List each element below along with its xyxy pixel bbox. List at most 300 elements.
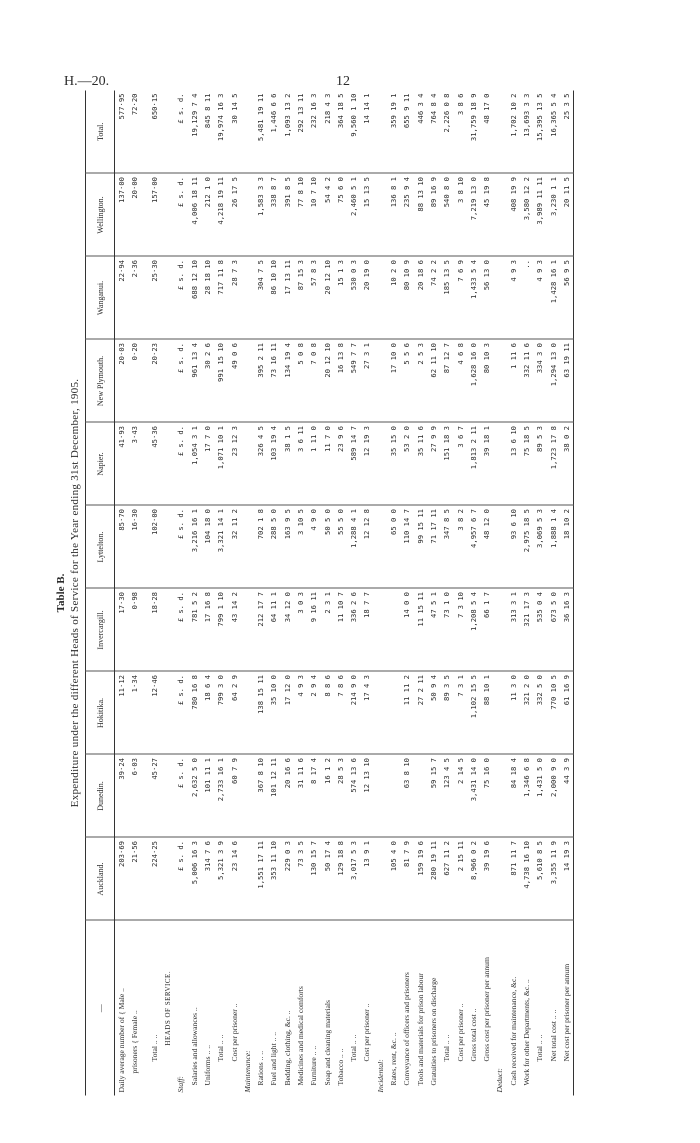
table-cell: 10 7 10 xyxy=(307,174,320,257)
table-cell: £ s. d. xyxy=(174,340,187,423)
column-header: New Plymouth. xyxy=(86,340,115,423)
table-row xyxy=(214,91,227,1096)
rotated-table-block xyxy=(55,91,645,1096)
table-cell: 185 13 5 xyxy=(440,257,453,340)
table-cell: 32 11 2 xyxy=(227,506,240,589)
table-cell: 159 19 6 xyxy=(414,838,427,921)
table-cell: 11 3 0 xyxy=(507,672,520,755)
table-cell: 54 4 2 xyxy=(320,174,333,257)
table-cell: 16·30 xyxy=(128,506,141,589)
table-row xyxy=(347,91,360,1096)
table-row xyxy=(187,91,200,1096)
table-cell: 71 17 11 xyxy=(427,506,440,589)
table-cell: 17 13 11 xyxy=(281,257,294,340)
table-cell: 1,702 10 2 xyxy=(507,91,520,174)
table-cell: 314 7 6 xyxy=(201,838,214,921)
table-cell: 75 6 0 xyxy=(334,174,347,257)
table-cell: 138 15 11 xyxy=(254,672,267,755)
table-cell: 8 17 4 xyxy=(307,755,320,838)
row-label: Incidental: xyxy=(375,1059,385,1093)
table-cell: 1,813 2 11 xyxy=(467,423,480,506)
table-cell: 12·46 xyxy=(148,672,161,755)
table-cell xyxy=(161,91,174,174)
row-label: Rations .. .. xyxy=(256,1050,266,1086)
row-label: Staff: xyxy=(176,1076,186,1093)
table-cell: 232 16 3 xyxy=(307,91,320,174)
table-cell: 2,975 18 5 xyxy=(520,506,533,589)
table-row xyxy=(360,91,373,1096)
table-cell: 9,560 1 10 xyxy=(347,91,360,174)
table-cell xyxy=(241,340,254,423)
table-cell xyxy=(493,91,506,174)
table-cell: 364 18 5 xyxy=(334,91,347,174)
table-cell xyxy=(414,755,427,838)
table-cell xyxy=(374,340,387,423)
table-cell: 64 11 1 xyxy=(267,589,280,672)
table-cell: 17 7 0 xyxy=(201,423,214,506)
column-header: Napier. xyxy=(86,423,115,506)
table-cell: 280 19 11 xyxy=(427,838,440,921)
table-row xyxy=(115,91,129,1096)
table-cell: 4 9 3 xyxy=(533,257,546,340)
table-cell: 99 15 11 xyxy=(414,506,427,589)
table-cell: 781 5 2 xyxy=(187,589,200,672)
table-cell: 338 8 7 xyxy=(267,174,280,257)
table-cell: 1,428 16 1 xyxy=(547,257,560,340)
table-cell: 65 0 0 xyxy=(387,506,400,589)
table-cell: 30 14 5 xyxy=(227,91,240,174)
table-cell xyxy=(493,838,506,921)
table-cell: 45·27 xyxy=(148,755,161,838)
table-cell: 19,974 16 3 xyxy=(214,91,227,174)
table-cell: 540 8 0 xyxy=(440,174,453,257)
table-cell: 203·69 xyxy=(115,838,129,921)
table-cell: 34 12 0 xyxy=(281,589,294,672)
table-cell: 101 11 1 xyxy=(201,755,214,838)
table-row xyxy=(254,91,267,1096)
table-cell: 50 9 4 xyxy=(427,672,440,755)
column-header: Total. xyxy=(86,91,115,174)
table-cell xyxy=(493,506,506,589)
table-row xyxy=(560,91,574,1096)
table-cell: 28 18 10 xyxy=(201,257,214,340)
row-label: Daily average number of { Male .. xyxy=(117,988,127,1093)
table-cell: 332 11 6 xyxy=(520,340,533,423)
table-cell: 81 7 9 xyxy=(400,838,413,921)
table-cell: 395 2 11 xyxy=(254,340,267,423)
row-label: Total .. .. xyxy=(349,1034,359,1062)
table-cell xyxy=(241,838,254,921)
table-row xyxy=(227,91,240,1096)
table-row xyxy=(467,91,480,1096)
table-cell xyxy=(161,340,174,423)
table-cell: 136 8 1 xyxy=(387,174,400,257)
table-cell: 13 6 10 xyxy=(507,423,520,506)
table-cell: 73 16 11 xyxy=(267,340,280,423)
table-cell: 88 10 1 xyxy=(480,672,493,755)
table-row xyxy=(201,91,214,1096)
column-header: Auckland. xyxy=(86,838,115,921)
row-label: Total .. .. xyxy=(442,1034,452,1062)
table-cell: 214 9 0 xyxy=(347,672,360,755)
table-cell: 577·95 xyxy=(115,91,129,174)
table-cell: 3,355 11 9 xyxy=(547,838,560,921)
table-cell: 21·56 xyxy=(128,838,141,921)
table-row xyxy=(453,91,466,1096)
row-label: Gross cost per prisoner per annum xyxy=(482,957,492,1062)
table-cell: 1,288 4 1 xyxy=(347,506,360,589)
table-cell: 31,759 18 9 xyxy=(467,91,480,174)
table-cell: 799 1 10 xyxy=(214,589,227,672)
table-cell: 3,216 16 1 xyxy=(187,506,200,589)
table-cell: 5,321 3 9 xyxy=(214,838,227,921)
row-label: Cost per prisoner .. xyxy=(229,1003,239,1062)
table-cell: 4 9 3 xyxy=(507,257,520,340)
table-cell: 64 2 9 xyxy=(227,672,240,755)
table-cell: 4,218 19 11 xyxy=(214,174,227,257)
table-cell: £ s. d. xyxy=(174,838,187,921)
table-cell: 12 12 8 xyxy=(360,506,373,589)
table-cell: 60 7 9 xyxy=(227,755,240,838)
table-cell: 3 8 10 xyxy=(453,174,466,257)
table-cell: 0·20 xyxy=(128,340,141,423)
table-cell: 1 11 6 xyxy=(507,340,520,423)
table-cell: 367 8 10 xyxy=(254,755,267,838)
table-cell: 63 8 10 xyxy=(400,755,413,838)
table-cell: 50 5 0 xyxy=(320,506,333,589)
table-cell: 336 2 6 xyxy=(347,589,360,672)
table-cell: 304 7 5 xyxy=(254,257,267,340)
table-cell: 334 3 0 xyxy=(533,340,546,423)
table-cell: 20 18 6 xyxy=(414,257,427,340)
table-cell: 1,431 5 0 xyxy=(533,755,546,838)
row-label: Rates, rent, &c. .. xyxy=(389,1032,399,1086)
table-row xyxy=(547,91,560,1096)
table-cell: 288 5 0 xyxy=(267,506,280,589)
table-cell xyxy=(161,423,174,506)
table-cell: 49 0 6 xyxy=(227,340,240,423)
table-cell: 3,431 14 0 xyxy=(467,755,480,838)
table-row xyxy=(414,91,427,1096)
table-cell xyxy=(161,257,174,340)
table-cell: 7 3 10 xyxy=(453,589,466,672)
table-cell: £ s. d. xyxy=(174,174,187,257)
row-label: Furniture .. .. xyxy=(309,1045,319,1086)
table-cell: 16 1 2 xyxy=(320,755,333,838)
table-cell xyxy=(241,91,254,174)
column-header: Wellington. xyxy=(86,174,115,257)
table-cell: 53 2 0 xyxy=(400,423,413,506)
row-label: Fuel and light .. .. xyxy=(269,1031,279,1086)
table-cell: 48 12 0 xyxy=(480,506,493,589)
table-cell: 18·28 xyxy=(148,589,161,672)
table-cell: 3 0 3 xyxy=(294,589,307,672)
table-cell: 8 8 6 xyxy=(320,672,333,755)
table-cell: 1,054 3 1 xyxy=(187,423,200,506)
table-cell: 18 10 2 xyxy=(560,506,574,589)
table-row xyxy=(440,91,453,1096)
table-cell: 93 6 10 xyxy=(507,506,520,589)
table-row xyxy=(387,91,400,1096)
table-cell: 3,989 11 11 xyxy=(533,174,546,257)
table-cell xyxy=(387,672,400,755)
table-cell: 89 3 5 xyxy=(440,672,453,755)
table-cell: 50 17 4 xyxy=(320,838,333,921)
page-number: 12 xyxy=(336,74,350,89)
table-cell: 14 0 0 xyxy=(400,589,413,672)
table-cell: 13 9 1 xyxy=(360,838,373,921)
table-cell: 20·03 xyxy=(115,340,129,423)
table-cell: £ s. d. xyxy=(174,506,187,589)
table-cell: 326 4 5 xyxy=(254,423,267,506)
table-body xyxy=(115,91,574,1096)
table-cell: 23 14 6 xyxy=(227,838,240,921)
table-row xyxy=(520,91,533,1096)
table-cell: 15,395 13 5 xyxy=(533,91,546,174)
table-cell xyxy=(374,589,387,672)
table-cell: 3,017 5 3 xyxy=(347,838,360,921)
table-cell: 313 3 1 xyxy=(507,589,520,672)
table-cell: 44 3 9 xyxy=(560,755,574,838)
table-cell: 86 10 10 xyxy=(267,257,280,340)
row-label: Net total cost .. .. xyxy=(548,1009,558,1062)
table-cell: 23 9 6 xyxy=(334,423,347,506)
table-cell: 1,294 13 0 xyxy=(547,340,560,423)
table-cell: 1,433 5 4 xyxy=(467,257,480,340)
table-cell: 991 15 10 xyxy=(214,340,227,423)
table-row xyxy=(267,91,280,1096)
table-cell: 770 10 5 xyxy=(547,672,560,755)
table-cell: 19,129 7 4 xyxy=(187,91,200,174)
table-cell: 1,102 15 5 xyxy=(467,672,480,755)
table-cell xyxy=(374,174,387,257)
table-cell: 530 0 3 xyxy=(347,257,360,340)
table-cell: 627 11 2 xyxy=(440,838,453,921)
table-cell: 110 14 7 xyxy=(400,506,413,589)
table-cell: 1,628 16 0 xyxy=(467,340,480,423)
table-cell: 18 6 4 xyxy=(201,672,214,755)
table-row xyxy=(128,91,141,1096)
table-cell xyxy=(493,423,506,506)
table-row xyxy=(174,91,187,1096)
table-cell: £ s. d. xyxy=(174,672,187,755)
table-cell: 3 8 2 xyxy=(453,506,466,589)
table-cell: 2 9 4 xyxy=(307,672,320,755)
table-cell xyxy=(161,589,174,672)
table-cell: 72·20 xyxy=(128,91,141,174)
table-cell: 28 5 3 xyxy=(334,755,347,838)
table-cell xyxy=(374,672,387,755)
table-cell: 75 18 5 xyxy=(520,423,533,506)
row-label: Bedding, clothing, &c. .. xyxy=(282,1010,292,1086)
table-cell: 535 0 4 xyxy=(533,589,546,672)
table-cell: 332 5 0 xyxy=(533,672,546,755)
table-cell: 11 10 7 xyxy=(334,589,347,672)
table-cell: 41·93 xyxy=(115,423,129,506)
table-cell: 16 13 8 xyxy=(334,340,347,423)
table-cell: 799 3 0 xyxy=(214,672,227,755)
table-cell: 1,583 3 3 xyxy=(254,174,267,257)
table-cell: 20 12 10 xyxy=(320,257,333,340)
table-cell: 4 6 8 xyxy=(453,340,466,423)
table-row xyxy=(320,91,333,1096)
table-cell: 1,093 13 2 xyxy=(281,91,294,174)
table-cell xyxy=(374,257,387,340)
table-cell: 22·94 xyxy=(115,257,129,340)
table-cell: 1,446 6 6 xyxy=(267,91,280,174)
table-cell: 20 11 5 xyxy=(560,174,574,257)
table-cell: £ s. d. xyxy=(174,257,187,340)
table-cell: 1,723 17 8 xyxy=(547,423,560,506)
table-row xyxy=(374,91,387,1096)
column-header: Invercargill. xyxy=(86,589,115,672)
table-cell: 75 16 0 xyxy=(480,755,493,838)
table-cell: 673 5 0 xyxy=(547,589,560,672)
table-cell: 17 4 3 xyxy=(360,672,373,755)
row-label: Tools and materials for prison labour xyxy=(415,973,425,1086)
table-cell xyxy=(387,755,400,838)
table-row xyxy=(400,91,413,1096)
table-cell: 359 19 1 xyxy=(387,91,400,174)
table-cell: 35 11 6 xyxy=(414,423,427,506)
table-cell: 30 2 6 xyxy=(201,340,214,423)
table-cell: 45 19 8 xyxy=(480,174,493,257)
table-cell: 2,733 16 1 xyxy=(214,755,227,838)
table-cell xyxy=(493,755,506,838)
table-cell: 89 5 3 xyxy=(533,423,546,506)
table-cell: 43 14 2 xyxy=(227,589,240,672)
table-cell: 2,226 0 8 xyxy=(440,91,453,174)
table-cell: 15 1 3 xyxy=(334,257,347,340)
row-label: Gross total cost .. xyxy=(468,1008,478,1062)
column-header: Lyttelton. xyxy=(86,506,115,589)
table-cell: 23 12 3 xyxy=(227,423,240,506)
table-cell: 1,346 6 8 xyxy=(520,755,533,838)
table-cell: 123 4 5 xyxy=(440,755,453,838)
table-cell: 10 2 0 xyxy=(387,257,400,340)
table-cell: 229 0 3 xyxy=(281,838,294,921)
table-cell: 3,321 14 1 xyxy=(214,506,227,589)
table-cell: 12 19 3 xyxy=(360,423,373,506)
table-cell: 1,208 5 4 xyxy=(467,589,480,672)
column-header: Hokitika. xyxy=(86,672,115,755)
table-subtitle: Expenditure under the different Heads of Service for the Year ending 31st December, 1905. xyxy=(69,378,81,808)
table-cell: 102·00 xyxy=(148,506,161,589)
table-cell: 87 15 3 xyxy=(294,257,307,340)
table-cell: 2,460 5 1 xyxy=(347,174,360,257)
table-cell: 871 11 7 xyxy=(507,838,520,921)
table-cell: 25·30 xyxy=(148,257,161,340)
table-cell: 59 15 7 xyxy=(427,755,440,838)
table-cell: 1,888 1 4 xyxy=(547,506,560,589)
table-cell: 63 19 11 xyxy=(560,340,574,423)
row-label: Work for other Departments, &c. .. xyxy=(522,979,532,1086)
table-cell xyxy=(161,755,174,838)
table-cell xyxy=(241,174,254,257)
row-label: HEADS OF SERVICE. xyxy=(163,970,172,1046)
table-cell: 17 12 0 xyxy=(281,672,294,755)
table-cell: 4,006 18 11 xyxy=(187,174,200,257)
table-cell: 151 18 3 xyxy=(440,423,453,506)
table-cell: 66 1 7 xyxy=(480,589,493,672)
table-cell: 3 10 5 xyxy=(294,506,307,589)
table-cell: 1,071 10 1 xyxy=(214,423,227,506)
table-cell: 101 12 11 xyxy=(267,755,280,838)
row-label: Net cost per prisoner per annum xyxy=(561,963,571,1062)
table-cell: 38 0 2 xyxy=(560,423,574,506)
table-cell xyxy=(493,672,506,755)
table-row xyxy=(161,91,174,1096)
table-cell: 20·23 xyxy=(148,340,161,423)
table-cell: 11 15 11 xyxy=(414,589,427,672)
table-cell: 27 9 9 xyxy=(427,423,440,506)
table-cell: 4 9 3 xyxy=(294,672,307,755)
table-cell: 717 11 8 xyxy=(214,257,227,340)
table-cell: 35 15 0 xyxy=(387,423,400,506)
table-cell: 45·36 xyxy=(148,423,161,506)
table-row xyxy=(294,91,307,1096)
table-cell: 25 3 5 xyxy=(560,91,574,174)
table-cell: 7 6 9 xyxy=(453,257,466,340)
table-title: Table B. xyxy=(55,573,67,613)
table-cell: 89 16 9 xyxy=(427,174,440,257)
table-cell: 218 4 3 xyxy=(320,91,333,174)
row-label: prisoners { Female .. xyxy=(130,1010,140,1074)
table-cell: 4,738 16 10 xyxy=(520,838,533,921)
table-cell: 39 18 1 xyxy=(480,423,493,506)
table-cell: 5,481 19 11 xyxy=(254,91,267,174)
table-cell: 11·12 xyxy=(115,672,129,755)
row-label: Total .. .. xyxy=(216,1034,226,1062)
table-cell xyxy=(493,257,506,340)
row-label: Gratuities to prisoners on discharge xyxy=(428,977,438,1086)
table-cell xyxy=(241,589,254,672)
table-cell: 7 8 6 xyxy=(334,672,347,755)
table-cell: 3 6 7 xyxy=(453,423,466,506)
table-cell: 353 11 10 xyxy=(267,838,280,921)
table-cell: 12 13 10 xyxy=(360,755,373,838)
table-cell: 157·00 xyxy=(148,174,161,257)
table-cell xyxy=(493,174,506,257)
table-cell: 292 13 11 xyxy=(294,91,307,174)
table-cell: 15 13 5 xyxy=(360,174,373,257)
table-cell xyxy=(241,257,254,340)
table-cell: 87 12 7 xyxy=(440,340,453,423)
table-cell: 137·00 xyxy=(115,174,129,257)
table-cell: 27 3 1 xyxy=(360,340,373,423)
table-cell: 5,006 16 3 xyxy=(187,838,200,921)
table-cell xyxy=(161,672,174,755)
table-cell: 7 0 8 xyxy=(307,340,320,423)
table-cell: £ s. d. xyxy=(174,423,187,506)
table-cell: 391 8 5 xyxy=(281,174,294,257)
table-cell: 7 3 1 xyxy=(453,672,466,755)
table-cell: 5,610 8 5 xyxy=(533,838,546,921)
table-cell: 17·30 xyxy=(115,589,129,672)
table-cell xyxy=(374,91,387,174)
row-label: Medicines and medical comforts xyxy=(296,986,305,1086)
table-cell: 14 19 3 xyxy=(560,838,574,921)
row-label: Deduct: xyxy=(495,1068,505,1093)
table-cell: 57 8 3 xyxy=(307,257,320,340)
table-cell: 129 18 8 xyxy=(334,838,347,921)
table-row xyxy=(148,91,161,1096)
table-cell: 549 7 7 xyxy=(347,340,360,423)
table-cell: 36 16 3 xyxy=(560,589,574,672)
table-cell: 321 17 3 xyxy=(520,589,533,672)
table-cell: 17 10 0 xyxy=(387,340,400,423)
table-cell: 347 8 5 xyxy=(440,506,453,589)
